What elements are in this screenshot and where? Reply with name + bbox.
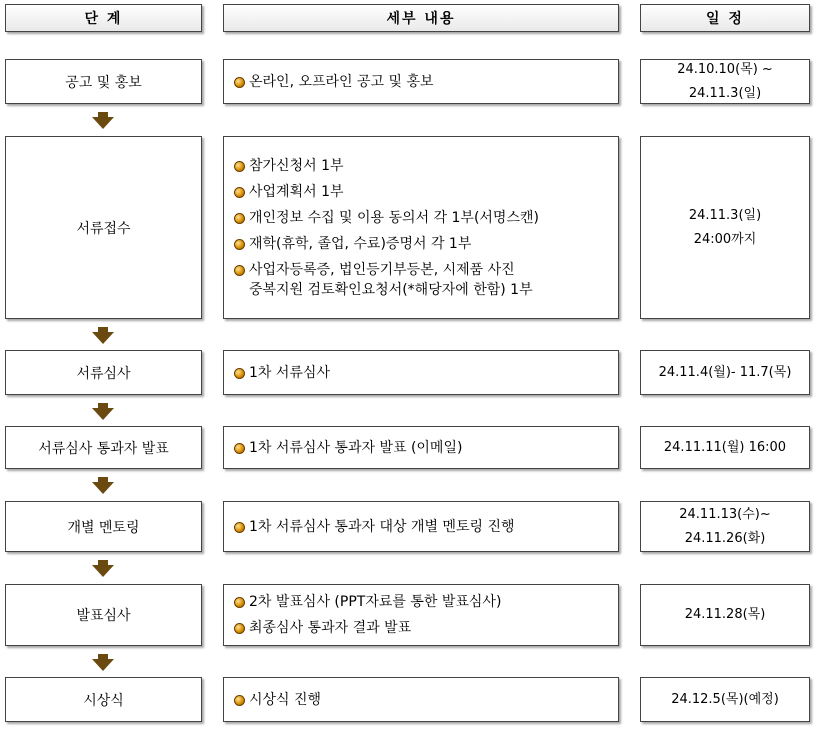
stage-label: 개별 멘토링 — [67, 519, 140, 536]
detail-item — [234, 690, 618, 710]
detail-text: 2차 발표심사 (PPT자료를 통한 발표심사) — [249, 594, 502, 610]
bullet-icon — [234, 213, 245, 224]
bullet-icon — [234, 522, 245, 533]
bullet-icon — [234, 623, 245, 634]
down-arrow-icon — [92, 659, 114, 671]
schedule-text: 24.11.3(일) — [688, 85, 762, 101]
detail-text: 참가신청서 1부 — [249, 157, 344, 174]
detail-item — [234, 438, 618, 458]
bullet-icon — [234, 695, 245, 706]
detail-text: 온라인, 오프라인 공고 및 홍보 — [249, 73, 434, 90]
header-detail-label: 세부 내용 — [386, 11, 456, 27]
schedule-cell — [640, 584, 810, 646]
bullet-icon — [234, 597, 245, 608]
detail-cell — [223, 501, 619, 552]
stage-label: 발표심사 — [76, 608, 131, 624]
detail-item — [234, 208, 618, 228]
stage-cell — [5, 584, 202, 646]
detail-item — [234, 592, 618, 612]
stage-cell — [5, 426, 202, 469]
stage-label: 공고 및 홍보 — [65, 74, 142, 91]
detail-text: 중복지원 검토확인요청서(*해당자에 한함) 1부 — [249, 281, 533, 298]
schedule-cell — [640, 426, 810, 469]
detail-cell — [223, 584, 619, 646]
down-arrow-icon — [92, 117, 114, 129]
detail-text: 시상식 진행 — [249, 691, 322, 708]
detail-cell — [223, 59, 619, 104]
schedule-text: 24.10.10(목) ~ — [677, 61, 773, 77]
detail-text: 사업계획서 1부 — [249, 183, 344, 200]
detail-text: 1차 서류심사 통과자 발표 (이메일) — [249, 439, 463, 456]
stage-label: 서류접수 — [76, 220, 131, 237]
detail-cell — [223, 136, 619, 319]
stage-cell — [5, 677, 202, 722]
bullet-icon — [234, 239, 245, 250]
schedule-text: 24.11.4(월)- 11.7(목) — [658, 364, 792, 380]
detail-cell — [223, 350, 619, 395]
bullet-icon — [234, 161, 245, 172]
schedule-text: 24.11.13(수)~ — [679, 506, 771, 522]
bullet-icon — [234, 265, 245, 276]
down-arrow-icon — [92, 408, 114, 420]
detail-text: 사업자등록증, 법인등기부등본, 시제품 사진 — [249, 261, 515, 278]
down-arrow-icon — [92, 482, 114, 494]
detail-item — [234, 517, 618, 537]
bullet-icon — [234, 187, 245, 198]
stage-cell — [5, 136, 202, 319]
header-stage-label: 단 계 — [84, 11, 123, 27]
schedule-text: 24.11.26(화) — [684, 530, 766, 546]
detail-item — [234, 182, 618, 202]
detail-item — [234, 260, 618, 300]
down-arrow-icon — [92, 332, 114, 344]
header-stage — [5, 4, 202, 32]
detail-text: 최종심사 통과자 결과 발표 — [249, 620, 412, 636]
schedule-cell — [640, 501, 810, 552]
detail-item — [234, 72, 618, 92]
stage-label: 서류심사 — [76, 365, 131, 382]
stage-cell — [5, 350, 202, 395]
detail-item — [234, 156, 618, 176]
stage-cell — [5, 59, 202, 104]
schedule-cell — [640, 136, 810, 319]
schedule-cell — [640, 350, 810, 395]
detail-item — [234, 363, 618, 383]
stage-label: 시상식 — [83, 692, 124, 709]
bullet-icon — [234, 77, 245, 88]
down-arrow-icon — [92, 565, 114, 577]
schedule-text: 24.11.3(일) — [688, 207, 762, 223]
detail-text: 1차 서류심사 — [249, 364, 330, 381]
detail-item — [234, 234, 618, 254]
stage-cell — [5, 501, 202, 552]
detail-text: 개인정보 수집 및 이용 동의서 각 1부(서명스캔) — [249, 209, 539, 226]
schedule-text: 24.11.11(월) 16:00 — [663, 439, 787, 455]
detail-item — [234, 618, 618, 638]
schedule-cell — [640, 59, 810, 104]
schedule-text: 24.11.28(목) — [684, 607, 766, 622]
header-schedule — [640, 4, 810, 32]
stage-label: 서류심사 통과자 발표 — [38, 440, 169, 457]
detail-cell — [223, 426, 619, 469]
header-schedule-label: 일 정 — [706, 11, 744, 27]
detail-text: 1차 서류심사 통과자 대상 개별 멘토링 진행 — [249, 518, 515, 535]
bullet-icon — [234, 443, 245, 454]
header-detail — [223, 4, 619, 32]
schedule-text: 24:00까지 — [693, 231, 757, 247]
detail-cell — [223, 677, 619, 722]
detail-text: 재학(휴학, 졸업, 수료)증명서 각 1부 — [249, 235, 472, 252]
schedule-cell — [640, 677, 810, 722]
bullet-icon — [234, 368, 245, 379]
schedule-text: 24.12.5(목)(예정) — [671, 691, 779, 707]
